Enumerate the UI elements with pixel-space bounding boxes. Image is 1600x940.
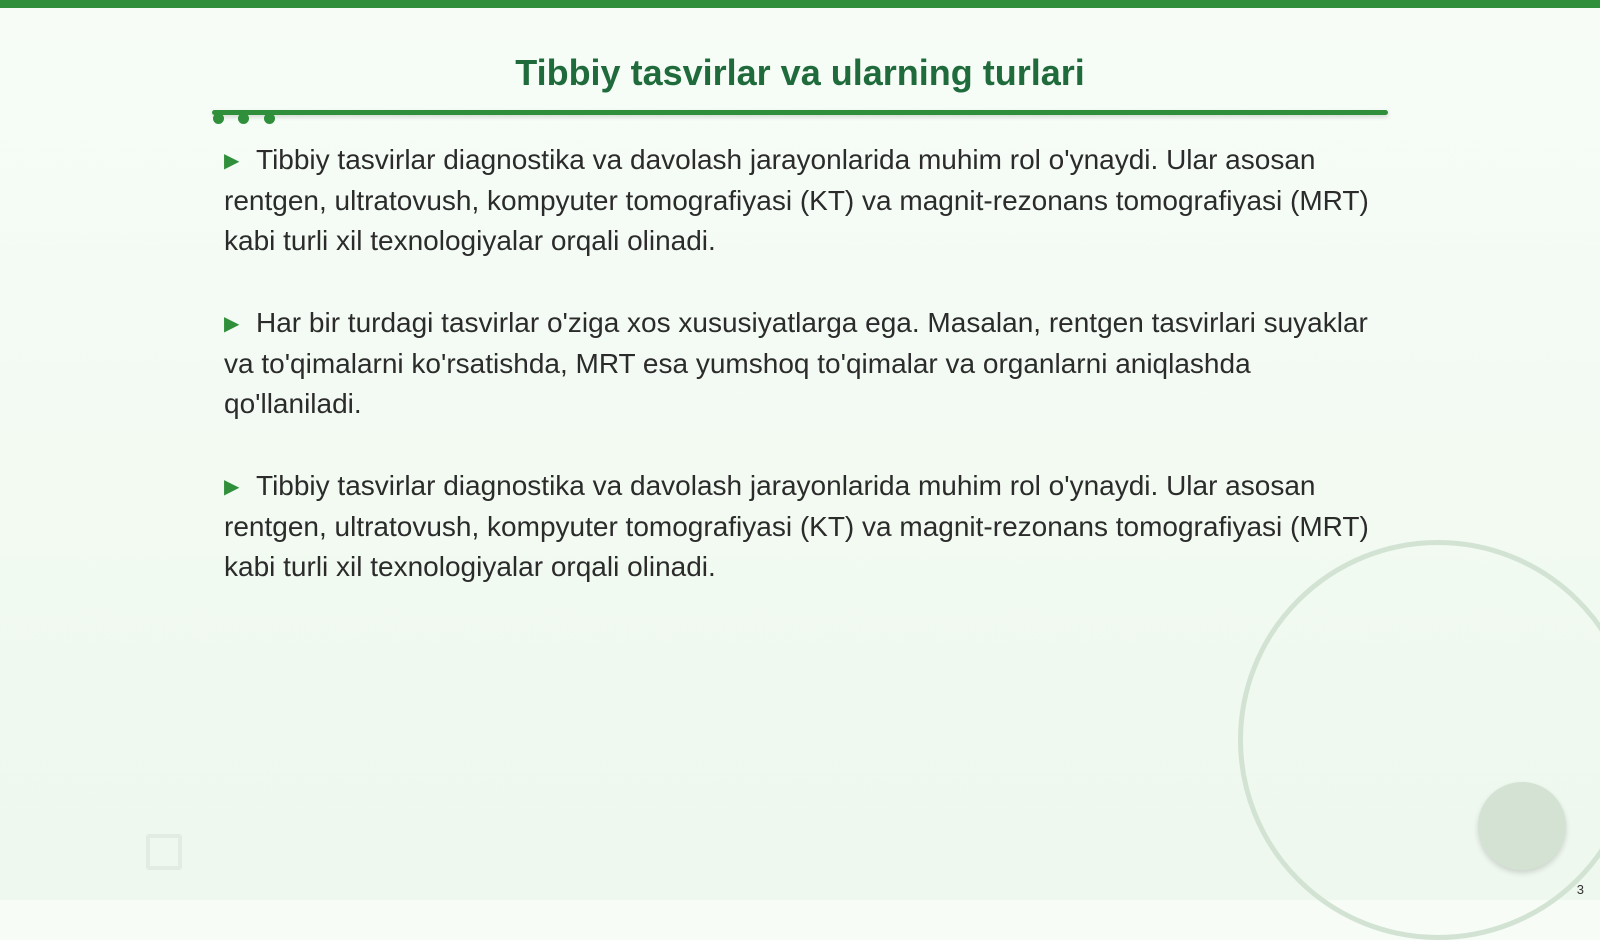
slide-title: Tibbiy tasvirlar va ularning turlari <box>515 52 1085 93</box>
underline-dot <box>213 113 224 124</box>
bullet-item <box>224 303 1374 424</box>
bullet-arrow-icon: ▶ <box>224 150 240 172</box>
bullet-list <box>224 140 1374 629</box>
page-number: 3 <box>1576 882 1584 897</box>
decorative-square <box>146 834 182 870</box>
bullet-text: Tibbiy tasvirlar diagnostika va davolash jarayonlarida muhim rol o'ynaydi. Ular asosan rentgen, ultratovush, kompyuter tomografiyasi (KT) va magnit-rezonans tomografiyasi (MRT) kabi turli xil texnologiyalar orqali olinadi. <box>224 470 1369 582</box>
decorative-circle <box>1478 782 1566 870</box>
bullet-arrow-icon: ▶ <box>224 476 240 498</box>
bullet-text: Tibbiy tasvirlar diagnostika va davolash jarayonlarida muhim rol o'ynaydi. Ular asosan rentgen, ultratovush, kompyuter tomografiyasi (KT) va magnit-rezonans tomografiyasi (MRT) kabi turli xil texnologiyalar orqali olinadi. <box>224 144 1369 256</box>
bullet-item <box>224 140 1374 261</box>
top-accent-bar <box>0 0 1600 8</box>
underline-dot <box>238 113 249 124</box>
bullet-text: Har bir turdagi tasvirlar o'ziga xos xususiyatlarga ega. Masalan, rentgen tasvirlari suyaklar va to'qimalarni ko'rsatishda, MRT esa yumshoq to'qimalar va organlarni aniqlashda qo'llaniladi. <box>224 307 1368 419</box>
underline-dot <box>264 113 275 124</box>
bullet-arrow-icon: ▶ <box>224 313 240 335</box>
title-underline <box>212 110 1388 115</box>
bullet-item <box>224 466 1374 587</box>
